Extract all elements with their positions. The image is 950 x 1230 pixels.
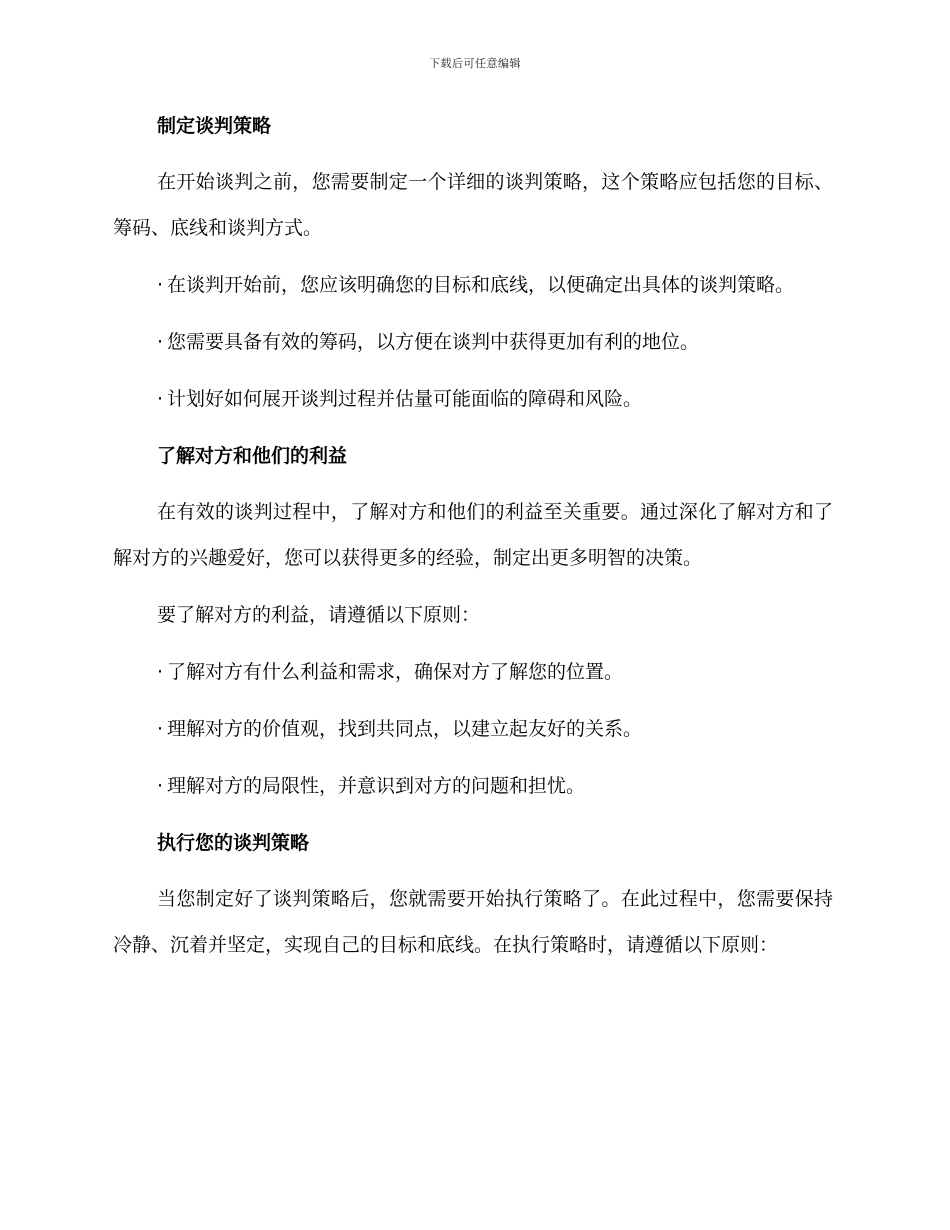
bullet-text: 理解对方的局限性，并意识到对方的问题和担忧。 — [167, 775, 586, 797]
bullet-dot: · — [157, 331, 164, 353]
bullet-item — [113, 649, 833, 695]
bullet-item — [113, 376, 833, 422]
bullet-text: 您需要具备有效的筹码，以方便在谈判中获得更加有利的地位。 — [167, 331, 700, 353]
section-heading: 执行您的谈判策略 — [157, 832, 310, 854]
bullet-dot: · — [157, 775, 164, 797]
paragraph: 要了解对方的利益，请遵循以下原则： — [157, 604, 481, 626]
bullet-dot: · — [157, 661, 164, 683]
paragraph: 在有效的谈判过程中，了解对方和他们的利益至关重要。通过深化了解对方和了解对方的兴趣爱好，您可以获得更多的经验，制定出更多明智的决策。 — [113, 501, 833, 569]
paragraph: 当您制定好了谈判策略后，您就需要开始执行策略了。在此过程中，您需要保持冷静、沉着并坚定，实现自己的目标和底线。在执行策略时，请遵循以下原则： — [113, 888, 833, 956]
bullet-item — [113, 763, 833, 809]
bullet-dot: · — [157, 718, 164, 740]
bullet-text: 在谈判开始前，您应该明确您的目标和底线，以便确定出具体的谈判策略。 — [167, 274, 795, 296]
bullet-text: 理解对方的价值观，找到共同点，以建立起友好的关系。 — [167, 718, 643, 740]
bullet-text: 计划好如何展开谈判过程并估量可能面临的障碍和风险。 — [167, 388, 643, 410]
document-body — [113, 103, 833, 979]
bullet-item — [113, 262, 833, 308]
header-note: 下载后可任意编辑 — [429, 57, 521, 70]
bullet-dot: · — [157, 274, 164, 296]
bullet-item — [113, 706, 833, 752]
bullet-dot: · — [157, 388, 164, 410]
section-heading: 制定谈判策略 — [157, 115, 272, 137]
paragraph: 在开始谈判之前，您需要制定一个详细的谈判策略，这个策略应包括您的目标、筹码、底线和谈判方式。 — [113, 171, 833, 239]
bullet-text: 了解对方有什么利益和需求，确保对方了解您的位置。 — [167, 661, 624, 683]
bullet-item — [113, 319, 833, 365]
section-heading: 了解对方和他们的利益 — [157, 445, 348, 467]
